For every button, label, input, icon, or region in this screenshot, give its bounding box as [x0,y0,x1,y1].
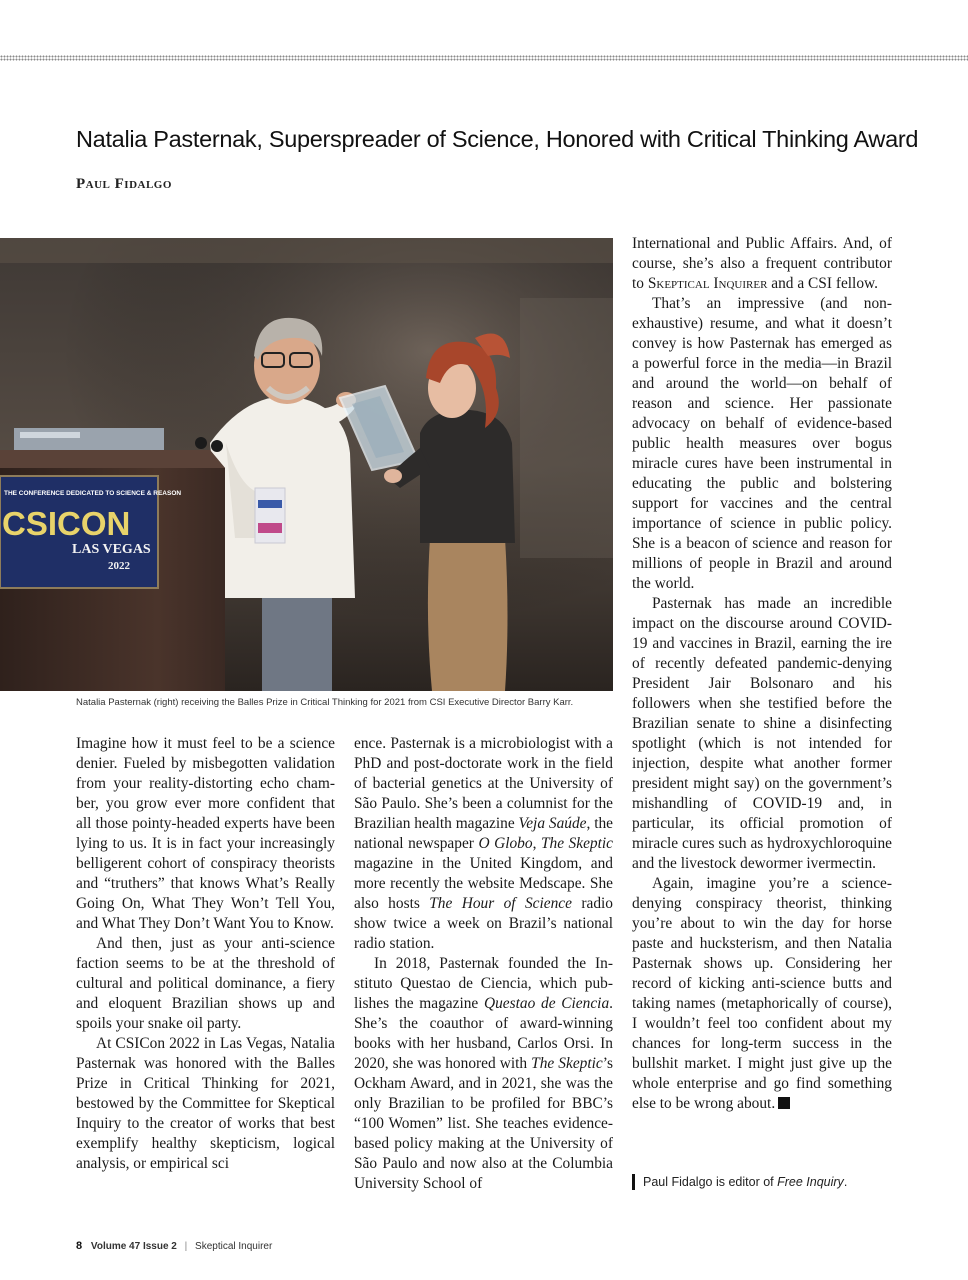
author-bio: Paul Fidalgo is editor of Free Inquiry. [632,1174,923,1190]
top-dotted-rule [0,55,968,61]
award-photo [0,238,613,691]
body-column-3 [632,234,892,1114]
end-mark [778,1097,790,1109]
article-byline: Paul Fidalgo [76,176,172,192]
body-column-1 [76,734,335,1174]
paragraph-intro: Imagine how it must feel to be a science denier. Fueled by misbegotten validation from your reality-distorting echo chamber, you grow ever more confident that all those pointy-headed experts have been lying to us. It is in fact your increasingly belligerent cohort of conspiracy theorists and “truthers” that knows What’s Really Going On, What They Won’t Tell You, and What They Don’t Want You to Know. [76,735,335,932]
magazine-name: Skeptical Inquirer [195,1241,273,1252]
photo-caption: Natalia Pasternak (right) receiving the Balles Prize in Critical Thinking for 2021 from CSI Executive Director Barry Karr. [76,697,574,708]
sign-year: 2022 [108,560,130,572]
paragraph-resume: That’s an impressive (and non-exhaustive) resume, and what it doesn’t convey is how Pasternak has emerged as a powerful force in the media—in Brazil and around the world—on behalf of reason and science. Her passionate advocacy on behalf of evidence-based public health measures over bogus miracle cures have been instrumental in educating the public and bolstering support for vaccines and the central importance of science in public policy. She is a beacon of science and reason for millions of people in Brazil and around the world. [632,295,892,592]
paragraph-and-then: And then, just as your anti-science faction seems to be at the threshold of cultural and political dominance, a fiery and eloquent Brazilian shows up and spoils your snake oil party. [76,935,335,1032]
issue-info: Volume 47 Issue 2 [90,1241,177,1252]
article-headline: Natalia Pasternak, Superspreader of Science, Honored with Critical Thinking Award [76,126,919,152]
footer-separator: | [184,1241,188,1252]
paragraph-covid: Pasternak has made an incredible impact on the discourse around COVID-19 and vaccines in Brazil, earning the ire of recently defeated pandemic-denying President Jair Bolsonaro and his followers when she testified before the Brazilian senate to shine a disinfecting spotlight (which is not intended for injection, despite what another former president might say) on the government’s mishandling of COVID-19 and, in particular, its official promotion of miracle cures such as hydroxychloroquine and the livestock dewormer ivermectin. [632,595,892,872]
paragraph-closing: Again, imagine you’re a science-denying conspiracy theorist, thinking you’re about to win the day for horse paste and hucksterism, and then Natalia Pasternak shows up. Considering her record of kicking anti-science butts and taking names (metaphorically of course), I wouldn’t feel too confident about my chances for long-term success in the bullshit market. I might just give up the whole enterprise and go find something else to be wrong about. [632,875,892,1112]
paragraph-credentials: ence. Pasternak is a microbiologist with a PhD and post-doctorate work in the field of bacterial genetics at the University of São Paulo. She’s been a columnist for the Brazilian health magazine Veja Saúde, the national newspaper O Globo, The Skeptic magazine in the United Kingdom, and more recently the website Medscape. She also hosts The Hour of Science radio show twice a week on Brazil’s national radio station. [354,735,613,952]
paragraph-affairs: International and Public Affairs. And, of course, she’s also a frequent contributor to Skeptical Inquirer and a CSI fellow. [632,235,892,292]
body-column-2 [354,734,613,1194]
sign-tagline: THE CONFERENCE DEDICATED TO SCIENCE & REASON [4,490,182,497]
sign-logo: CSICON [2,505,131,542]
paragraph-instituto: In 2018, Pasternak founded the Instituto Questao de Ciencia, which publishes the magazine Questao de Ciencia. She’s the coauthor of award-winning books with her husband, Carlos Orsi. In 2020, she was honored with The Skeptic’s Ockham Award, and in 2021, she was the only Brazilian to be profiled for BBC’s “100 Women” list. She teaches evidence-based policy making at the University of São Paulo and now also at the Columbia University School of [354,955,613,1192]
page-footer [76,1240,272,1252]
sign-city: LAS VEGAS [72,542,151,557]
award-photo-illustration [0,238,613,691]
page-number: 8 [76,1240,83,1252]
paragraph-csicon: At CSICon 2022 in Las Vegas, Natalia Pasternak was honored with the Balles Prize in Critical Thinking for 2021, bestowed by the Committee for Skeptical Inquiry to the creator of works that best exemplify healthy skepticism, logical analysis, or empirical sci [76,1035,335,1172]
